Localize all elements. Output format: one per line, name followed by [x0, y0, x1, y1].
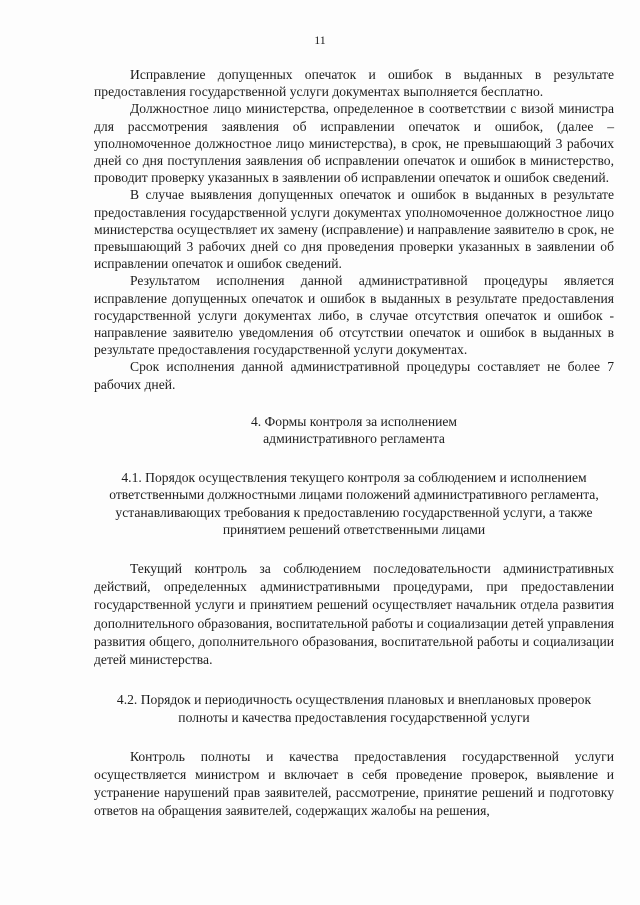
paragraph-official-check: Должностное лицо министерства, определенное в соответствии с визой министра для рассмотрения заявления об исправлении опечаток и ошибок, (далее – уполномоченное должностное лицо министерства), в срок, не превышающий 3 рабочих дней со дня поступления заявления об исправлении опечаток и ошибок в министерство, проводит проверку указанных в заявлении об исправлении опечаток и ошибок сведений.	[94, 101, 614, 186]
section-4-title-line1: 4. Формы контроля за исполнением	[250, 413, 458, 429]
section-4-1-paragraph: Текущий контроль за соблюдением последовательности административных действий, определенных административными процедурами, при предоставлении государственной услуги и принятием решений осуществляет начальник отдела развития дополнительного образования, воспитательной работы и социализации детей управления развития общего, дополнительного образования, воспитательной работы и социализации детей министерства.	[94, 561, 614, 668]
section-4-1-heading: 4.1. Порядок осуществления текущего контроля за соблюдением и исполнением ответственными должностными лицами положений административного регламента, устанавливающих требования к предоставлению государственной услуги, а также принятием решений ответственными лицами	[109, 470, 599, 537]
section-4-heading	[94, 413, 614, 447]
paragraph-correction-free: Исправление допущенных опечаток и ошибок в выданных в результате предоставления государственной услуги документах выполняется бесплатно.	[94, 67, 614, 100]
paragraph-procedure-result: Результатом исполнения данной административной процедуры является исправление допущенных опечаток и ошибок в выданных в результате предоставления государственной услуги документах либо, в случае отсутствия опечаток и ошибок - направление заявителю уведомления об отсутствии опечаток и ошибок в выданных в результате предоставления государственной услуги документах.	[94, 273, 614, 358]
section-4-2-heading: 4.2. Порядок и периодичность осуществления плановых и внеплановых проверок полноты и качества предоставления государственной услуги	[116, 692, 592, 725]
section-4-2-paragraph: Контроль полноты и качества предоставления государственной услуги осуществляется министром и включает в себя проведение проверок, выявление и устранение нарушений прав заявителей, рассмотрение, принятие решений и подготовку ответов на обращения заявителей, содержащих жалобы на решения,	[94, 748, 614, 819]
paragraph-procedure-term: Срок исполнения данной административной процедуры составляет не более 7 рабочих дней.	[94, 359, 614, 392]
page-content	[94, 66, 614, 821]
section-4-1	[94, 469, 614, 669]
page-number: 11	[314, 33, 326, 47]
section-4-2	[94, 691, 614, 820]
section-4-title-line2: административного регламента	[263, 431, 445, 447]
paragraph-errors-found: В случае выявления допущенных опечаток и ошибок в выданных в результате предоставления государственной услуги документах уполномоченное должностное лицо министерства осуществляет их замену (исправление) и направление заявителю в срок, не превышающий 3 рабочих дней со дня проведения проверки указанных в заявлении об исправлении опечаток и ошибок сведений.	[94, 187, 614, 272]
